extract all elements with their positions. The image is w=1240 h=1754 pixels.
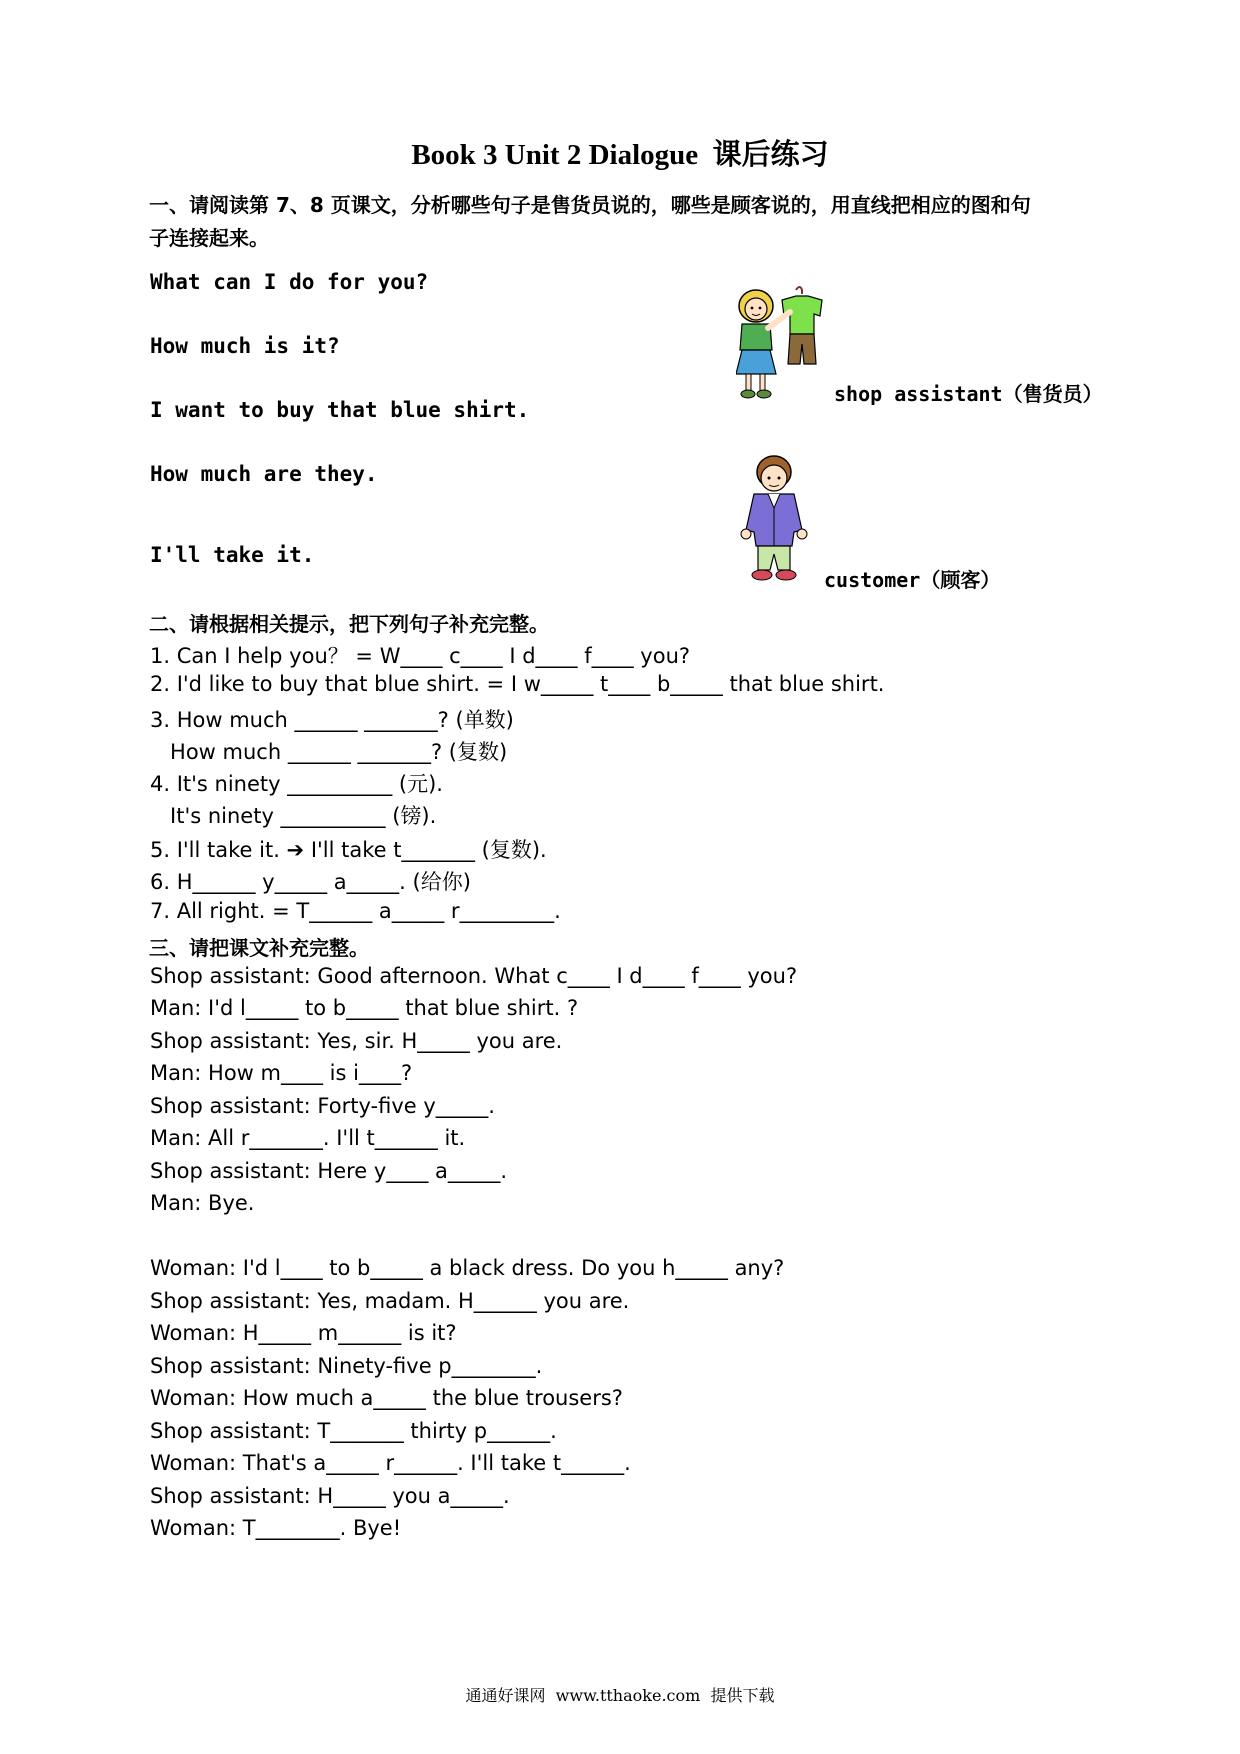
dialogue1-line-5: Shop assistant: Forty-five y_____. xyxy=(150,1094,495,1118)
customer-label: customer（顾客） xyxy=(824,568,1001,592)
part2-line-3b: How much ______ _______? (复数) xyxy=(150,740,508,764)
dialogue1-line-7: Shop assistant: Here y____ a_____. xyxy=(150,1159,508,1183)
dialogue2-line-8: Shop assistant: H_____ you a_____. xyxy=(150,1484,510,1508)
dialogue1-line-6: Man: All r_______. I'll t______ it. xyxy=(150,1126,466,1150)
part1-sentence-2: How much is it? xyxy=(150,334,340,358)
part1-sentence-3: I want to buy that blue shirt. xyxy=(150,398,530,422)
part2-line-2: 2. I'd like to buy that blue shirt. = I w_____ t____ b_____ that blue shirt. xyxy=(150,672,885,696)
part1-heading-cont: 子连接起来。 xyxy=(149,226,269,250)
footer: 通通好课网 www.tthaoke.com 提供下载 xyxy=(465,1686,775,1705)
dialogue2-line-2: Shop assistant: Yes, madam. H______ you are. xyxy=(150,1289,630,1313)
part2-heading: 二、请根据相关提示，把下列句子补充完整。 xyxy=(149,612,549,636)
part1-sentence-5: I'll take it. xyxy=(150,543,315,567)
part2-line-5: 5. I'll take it. ➔ I'll take t_______ (复数). xyxy=(150,838,547,862)
dialogue1-line-2: Man: I'd l_____ to b_____ that blue shirt. ? xyxy=(150,996,579,1020)
part3-heading: 三、请把课文补充完整。 xyxy=(149,936,369,960)
part2-line-7: 7. All right. = T______ a_____ r_________. xyxy=(150,899,561,923)
part1-heading: 一、请阅读第 7、8 页课文，分析哪些句子是售货员说的，哪些是顾客说的，用直线把相应的图和句 xyxy=(149,193,1031,217)
part2-line-1: 1. Can I help you？ = W____ c____ I d____ f____ you? xyxy=(150,644,691,668)
part2-line-4b: It's ninety __________ (镑). xyxy=(150,804,437,828)
dialogue2-line-3: Woman: H_____ m______ is it? xyxy=(150,1321,457,1345)
part2-line-3: 3. How much ______ _______? (单数) xyxy=(150,708,514,732)
part2-line-4: 4. It's ninety __________ (元). xyxy=(150,772,443,796)
dialogue2-line-9: Woman: T________. Bye! xyxy=(150,1516,402,1540)
part1-sentence-1: What can I do for you? xyxy=(150,270,429,294)
dialogue2-line-5: Woman: How much a_____ the blue trousers? xyxy=(150,1386,623,1410)
dialogue2-line-1: Woman: I'd l____ to b_____ a black dress. Do you h_____ any? xyxy=(150,1256,785,1280)
part2-line-6: 6. H______ y_____ a_____. (给你) xyxy=(150,870,471,894)
shop-assistant-label: shop assistant（售货员） xyxy=(834,382,1103,406)
dialogue1-line-4: Man: How m____ is i____? xyxy=(150,1061,413,1085)
shop-assistant-illustration xyxy=(736,284,826,400)
dialogue1-line-1: Shop assistant: Good afternoon. What c____ I d____ f____ you? xyxy=(150,964,798,988)
dialogue1-line-3: Shop assistant: Yes, sir. H_____ you are. xyxy=(150,1029,563,1053)
dialogue2-line-4: Shop assistant: Ninety-five p________. xyxy=(150,1354,543,1378)
dialogue1-line-8: Man: Bye. xyxy=(150,1191,255,1215)
part1-sentence-4: How much are they. xyxy=(150,462,378,486)
customer-illustration xyxy=(738,452,812,584)
dialogue2-line-7: Woman: That's a_____ r______. I'll take t______. xyxy=(150,1451,631,1475)
page-title: Book 3 Unit 2 Dialogue 课后练习 xyxy=(411,139,829,171)
dialogue2-line-6: Shop assistant: T_______ thirty p______. xyxy=(150,1419,557,1443)
